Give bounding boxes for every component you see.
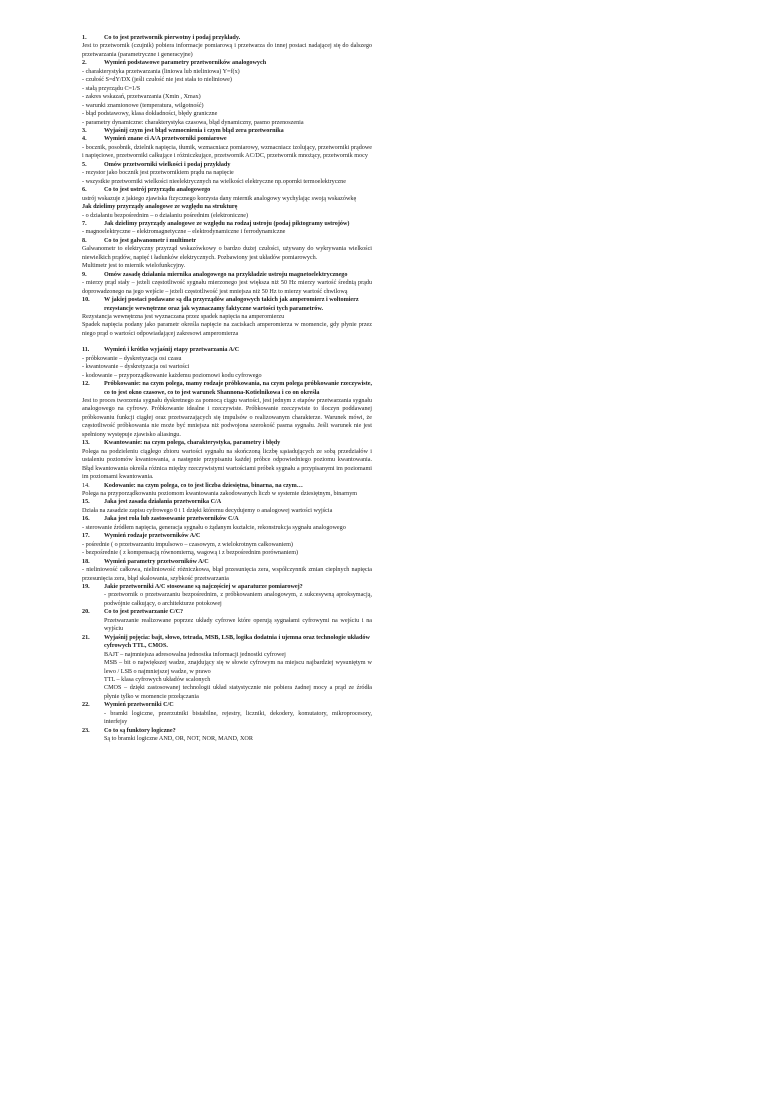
- answer-paragraph: - bocznik, posobnik, dzielnik napięcia, tłumik, wzmacniacz pomiarowy, wzmacniacz izolujący, przetworniki prądowe i napięciowe, przetworniki całkujące i różniczkujące, przetwornik AC/DC, przetwornik mnożący, przetwornik mocy: [82, 144, 372, 160]
- answer-paragraph: BAJT – najmniejsza adresowalna jednostka informacji jednostki cyfrowej: [104, 651, 286, 658]
- answer-paragraph: Multimetr jest to miernik wielofunkcyjny.: [82, 263, 186, 270]
- answer-paragraph: Spadek napięcia podany jako parametr określa napięcie na zaciskach amperomierza w momencie, gdy płynie przez niego prąd o wartości odpowiadającej zakresowi amperomierza: [82, 322, 372, 337]
- question-heading: [82, 439, 372, 447]
- question-text: Jak dzielimy przyrządy analogowe ze względu na rodzaj ustroju (podaj piktogramy ustrojów): [104, 220, 350, 227]
- answer-paragraph: - przetwornik o przetwarzaniu bezpośrednim, z próbkowaniem analogowym, z sukcesywną aproksymacją, podwójnie całkujący, o architekturze potokowej: [104, 592, 372, 607]
- question-heading: [82, 558, 372, 566]
- question-number: 10.: [82, 297, 90, 304]
- answer-paragraph: - nieliniowość całkowa, nieliniowość różniczkowa, błąd przesunięcia zera, współczynnik zmian cieplnych napięcia przesunięcia zera, błąd skalowania, szybkość przetwarzania: [82, 567, 372, 582]
- subheading: Jak dzielimy przyrządy analogowe ze względu na strukturę: [82, 204, 238, 211]
- question-text: Co to jest ustrój przyrządu analogowego: [104, 187, 211, 194]
- question-text: Jaka jest zasada działania przetwornika C/A: [104, 499, 222, 506]
- section-gap: [82, 338, 372, 346]
- question-number: 4.: [82, 136, 87, 143]
- answer-paragraph: Rezystancja wewnętrzna jest wyznaczana przez spadek napięcia na amperomierzu: [82, 313, 285, 320]
- question-text: Wyjaśnij pojęcia: bajt, słowo, tetrada, MSB, LSB, logika dodatnia i ujemna oraz technologie układów cyfrowych TTL, CMOS.: [104, 634, 370, 650]
- question-text: Wymień przetworniki C/C: [104, 702, 174, 709]
- question-text: W jakiej postaci podawane są dla przyrządów analogowych takich jak amperomierz i woltomierz rezystancje wewnętrzne oraz jak wyznaczamy faktyczne wartości tych parametrów.: [104, 297, 359, 312]
- answer-paragraph: Polega na przyporządkowaniu poziomom kwantowania zakodowanych liczb w systemie dziesiętnym, binarnym: [82, 491, 358, 498]
- question-number: 9.: [82, 271, 87, 278]
- answer-paragraph: - sterowanie źródłem napięcia, generacja sygnału o żądanym kształcie, rekonstrukcja sygnału analogowego: [82, 524, 346, 531]
- question-number: 7.: [82, 220, 87, 227]
- question-heading: [82, 498, 372, 506]
- answer-paragraph: - bezpośrednie ( z kompensacją równomierną, wagową i z bezpośrednim porównaniem): [82, 550, 299, 557]
- answer-paragraph: - o działaniu bezpośrednim – o działaniu pośrednim (elektroniczne): [82, 212, 249, 219]
- question-heading: [82, 59, 372, 67]
- question-number: 14.: [82, 482, 90, 489]
- document-page: [82, 34, 372, 744]
- question-text: Kodowanie: na czym polega, co to jest liczba dziesiętna, binarna, na czym…: [104, 482, 303, 489]
- question-heading: [82, 271, 372, 279]
- answer-paragraph: Galwanometr to elektryczny przyrząd wskazówkowy o bardzo dużej czułości, używany do wykrywania wielkości niewielkich prądów, napięć i ładunków elektrycznych. Pozbawiony jest układów pomiarowych.: [82, 246, 372, 261]
- question-number: 6.: [82, 187, 87, 194]
- answer-paragraph: - czułość S=dY/DX (jeśli czułość nie jest stała to nieliniowe): [82, 77, 232, 84]
- question-heading: [82, 515, 372, 523]
- question-text: Wymień parametry przetworników A/C: [104, 558, 209, 565]
- question-number: 16.: [82, 516, 90, 523]
- answer-paragraph: - kodowanie – przyporządkowanie każdemu poziomowi kodu cyfrowego: [82, 372, 262, 379]
- answer-paragraph: Przetwarzanie realizowane poprzez układy cyfrowe które operują sygnałami cyfrowymi na wejściu i na wyjściu: [104, 617, 372, 633]
- answer-paragraph: ustrój wskazuje z jakiego zjawiska fizycznego korzysta dany miernik analogowy wychylając swoją wskazówkę: [82, 195, 357, 202]
- question-number: 19.: [82, 584, 90, 590]
- question-heading: [82, 608, 372, 616]
- answer-paragraph: - warunki znamionowe (temperatura, wilgotność): [82, 102, 204, 109]
- question-heading: [82, 34, 372, 42]
- question-number: 3.: [82, 127, 87, 134]
- question-text: Kwantowanie: na czym polega, charakterystyka, parametry i błędy: [104, 440, 281, 447]
- answer-paragraph: TTL – klasa cyfrowych układów scalonych: [104, 676, 211, 683]
- question-text: Wymień rodzaje przetworników A/C: [104, 533, 201, 540]
- question-heading: [82, 701, 372, 709]
- question-number: 22.: [82, 702, 90, 709]
- question-heading: [82, 237, 372, 245]
- answer-paragraph: - charakterystyka przetwarzania (liniowa lub nieliniowa) Y=f(x): [82, 68, 240, 75]
- question-number: 18.: [82, 558, 90, 565]
- answer-paragraph: - wszystkie przetworniki wielkości nieelektrycznych na wielkości elektryczne np.opornki termoelektryczne: [82, 178, 346, 185]
- question-text: Wymień podstawowe parametry przetworników analogowych: [104, 60, 267, 67]
- question-heading: [82, 346, 372, 354]
- answer-paragraph: Jest to proces tworzenia sygnału dyskretnego za pomocą ciągu wartości, jest jednym z etapów przetwarzania sygnału analogowego na cyfrowy. Próbkowanie idealne i rzeczywiste. Próbkowanie rzeczywiste to iloczyn poddawanej próbkowaniu funkcji ciągłej oraz przetwarzających się impulsów o realizowanym charakterze. Warunek mówi, że częstotliwość próbkowania nie może być mniejsza niż podwojona szerokość pasma sygnału. Jeśli warunek nie jest spełniony występuje zjawisko aliasingu.: [82, 398, 372, 438]
- question-number: 23.: [82, 727, 90, 734]
- answer-paragraph: - próbkowanie – dyskretyzacja osi czasu: [82, 355, 182, 362]
- question-text: Co to jest przetwornik pierwotny i podaj przykłady.: [104, 35, 241, 41]
- answer-paragraph: - zakres wskazań, przetwarzania (Xmin , Xmax): [82, 94, 201, 101]
- answer-paragraph: - kwantowanie – dyskretyzacja osi wartości: [82, 364, 190, 371]
- answer-paragraph: Działa na zasadzie zapisu cyfrowego 0 i 1 dzięki któremu decydujemy o analogowej wartości wyjścia: [82, 507, 333, 514]
- question-text: Próbkowanie: na czym polega, mamy rodzaje próbkowania, na czym polega próbkowanie rzeczywiste, co to jest okno czasowe, co to jest warunek Shannona-Kotielnikowa i co on określa: [104, 381, 373, 396]
- question-heading: [82, 482, 372, 490]
- question-text: Co to są funktory logiczne?: [104, 727, 176, 734]
- question-text: Wymień znane ci A/A przetworniki pomiarowe: [104, 136, 227, 143]
- question-number: 13.: [82, 440, 90, 447]
- question-heading: [82, 634, 372, 651]
- answer-paragraph: CMOS – dzięki zastosowanej technologii układ statystycznie nie pobiera żadnej mocy a prąd ze źródła płynie tylko w momencie przełączania: [104, 685, 372, 700]
- question-number: 21.: [82, 634, 90, 641]
- question-heading: [82, 532, 372, 540]
- question-text: Jaka jest rola lub zastosowanie przetworników C/A: [104, 516, 239, 523]
- question-number: 17.: [82, 533, 90, 540]
- answer-paragraph: - błąd podstawowy, klasa dokładności, błędy graniczne: [82, 111, 218, 118]
- question-heading: [82, 135, 372, 143]
- question-number: 12.: [82, 381, 90, 388]
- answer-paragraph: Polega na podzieleniu ciągłego zbioru wartości sygnału na skończoną liczbę sąsiadujących ze sobą przedziałów i ustaleniu poziomów kwantowania, a następnie przypisaniu każdej próbce odpowiedniego poziomu kwantowania. Błąd kwantowania określa różnica między rzeczywistymi wartościami próbek sygnału a przypisanymi im poziomami im poziomami kwantowania.: [82, 448, 372, 481]
- question-number: 1.: [82, 35, 87, 41]
- question-number: 2.: [82, 60, 87, 67]
- question-text: Jakie przetworniki A/C stosowane są najczęściej w aparaturze pomiarowej?: [104, 584, 303, 590]
- answer-paragraph: - magnoelektryczne – elektromagnetyczne – elektrodynamiczne i ferrodynamiczne: [82, 229, 286, 236]
- answer-paragraph: - bramki logiczne, przerzutniki bistabilne, rejestry, liczniki, dekodery, komutatory, mikroprocesory, interfejsy: [104, 710, 372, 726]
- answer-paragraph: Są to bramki logiczne AND, OR, NOT, NOR, MAND, XOR: [104, 736, 253, 743]
- question-heading: [82, 161, 372, 169]
- answer-paragraph: - stałą przyrządu C=1/S: [82, 85, 141, 92]
- question-text: Wyjaśnij czym jest błąd wzmocnienia i czym błąd zera przetwornika: [104, 127, 284, 134]
- question-text: Wymień i krótko wyjaśnij etapy przetwarzania A/C: [104, 347, 240, 354]
- question-number: 8.: [82, 237, 87, 244]
- question-text: Co to jest przetwarzanie C/C?: [104, 609, 184, 616]
- question-heading: [82, 127, 372, 135]
- question-number: 11.: [82, 347, 90, 354]
- question-number: 20.: [82, 609, 90, 616]
- question-text: Omów zasadę działania miernika analogowego na przykładzie ustroju magnetoelektrycznego: [104, 271, 348, 278]
- question-heading: [82, 296, 372, 313]
- answer-paragraph: MSB – bit o największej wadze, znajdujący się w słowie cyfrowym na miejscu najbardziej wysuniętym w lewo / LSB o najmniejszej wadze, w prawo: [104, 660, 372, 675]
- answer-paragraph: Jest to przetwornik (czujnik) pobiera informacje pomiarową i przetwarza do innej postaci nadającej się do dalszego przetwarzania (parametryczne i generacyjne): [82, 43, 372, 58]
- question-text: Co to jest galwanometr i multimetr: [104, 237, 197, 244]
- answer-paragraph: - mierzy prąd stały – jeżeli częstotliwość sygnału mierzonego jest większa niż 50 Hz mierzy wartość średnią prądu doprowadzonego na jego wejście – jeżeli częstotliwość jest mniejsza niż 50 Hz to mierzy wartość chwilową: [82, 280, 372, 295]
- question-heading: [82, 220, 372, 228]
- question-heading: [82, 186, 372, 194]
- answer-paragraph: - pośrednie ( o przetwarzaniu impulsowo – czasowym, z wielokrotnym całkowaniem): [82, 541, 293, 548]
- answer-paragraph: - parametry dynamiczne: charakterystyka czasowa, błąd dynamiczny, pasmo przenoszenia: [82, 119, 304, 126]
- question-number: 5.: [82, 161, 87, 168]
- question-text: Omów przetworniki wielkości i podaj przykłady: [104, 161, 231, 168]
- answer-paragraph: - rezystor jako bocznik jest przetwornikiem prądu na napięcie: [82, 170, 234, 177]
- question-heading: [82, 727, 372, 735]
- question-heading: [82, 583, 372, 591]
- question-number: 15.: [82, 499, 90, 506]
- question-heading: [82, 380, 372, 397]
